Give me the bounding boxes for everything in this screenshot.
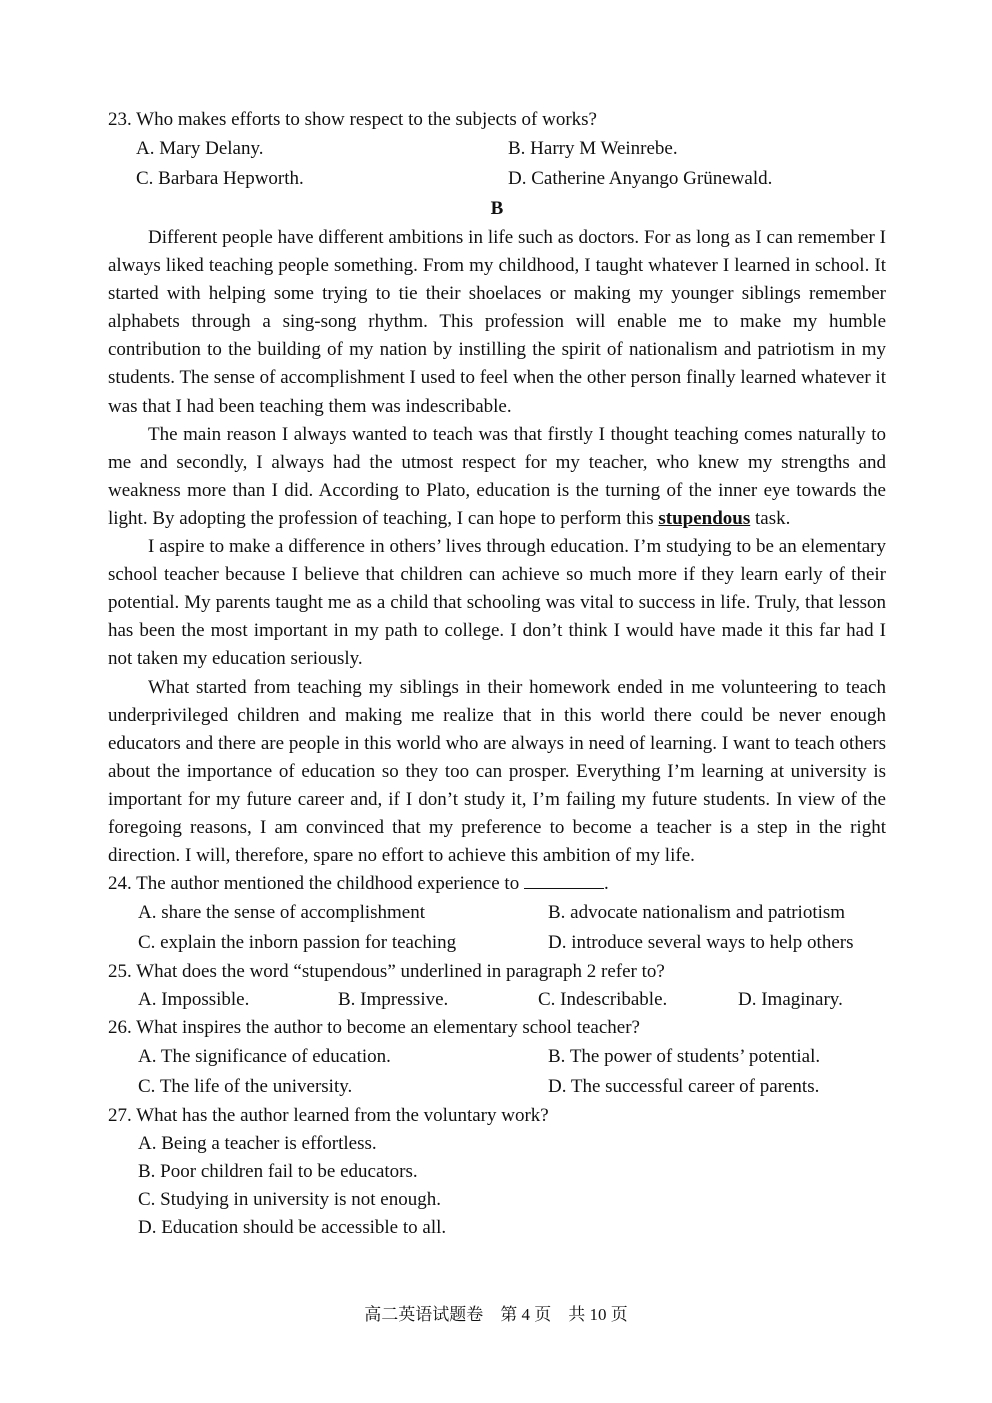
section-title: B (490, 198, 504, 219)
question-24-options-row2 (108, 928, 886, 958)
question-24-options (108, 898, 886, 928)
option-24-c: C. explain the inborn passion for teaching (138, 932, 457, 954)
option-25-b: B. Impressive. (338, 989, 449, 1011)
option-25-d: D. Imaginary. (738, 989, 843, 1011)
option-23-a: A. Mary Delany. (136, 138, 264, 159)
question-23-stem: 23. Who makes efforts to show respect to the subjects of works? (108, 109, 597, 130)
passage-paragraph-1: Different people have different ambitions in life such as doctors. For as long as I can remember I always liked teaching people something. From my childhood, I taught whatever I learned in school. It started with helping some trying to tie their shoelaces or making my younger siblings remember alphabets through a sing-song rhythm. This profession will enable me to make my humble contribution to the building of my nation by instilling the spirit of nationalism and patriotism in my students. The sense of accomplishment I used to feel when the other person finally learned whatever it was that I had been teaching them was indescribable. (108, 227, 886, 417)
option-23-b: B. Harry M Weinrebe. (508, 138, 678, 159)
question-24-period: . (603, 873, 609, 895)
option-23-c: C. Barbara Hepworth. (136, 168, 304, 189)
option-26-b: B. The power of students’ potential. (548, 1046, 821, 1068)
question-24-stem (108, 870, 886, 898)
question-25-stem: 25. What does the word “stupendous” underlined in paragraph 2 refer to? (108, 961, 665, 983)
option-26-d: D. The successful career of parents. (548, 1076, 820, 1098)
question-26-options-row2 (108, 1072, 886, 1102)
option-25-a: A. Impossible. (138, 989, 250, 1011)
option-27-d: D. Education should be accessible to all. (138, 1217, 447, 1239)
option-27-b: B. Poor children fail to be educators. (138, 1161, 418, 1183)
option-23-d: D. Catherine Anyango Grünewald. (508, 168, 773, 189)
option-27-a: A. Being a teacher is effortless. (138, 1133, 377, 1155)
option-24-d: D. introduce several ways to help others (548, 932, 854, 954)
passage-paragraph-4: What started from teaching my siblings in their homework ended in me volunteering to teach underprivileged children and making me realize that in this world there could be never enough educators and there are people in this world who are always in need of learning. I want to teach others about the importance of education so they too can prosper. Everything I’m learning at university is important for my future career and, if I don’t study it, I’m failing my future students. In view of the foregoing reasons, I am convinced that my preference to become a teacher is a step in the right direction. I will, therefore, spare no effort to achieve this ambition of my life. (108, 676, 886, 867)
question-26-stem: 26. What inspires the author to become an elementary school teacher? (108, 1017, 640, 1039)
answer-blank (524, 872, 604, 889)
option-26-c: C. The life of the university. (138, 1076, 353, 1098)
question-24-text: 24. The author mentioned the childhood experience to (108, 873, 520, 895)
question-26-options (108, 1042, 886, 1072)
option-25-c: C. Indescribable. (538, 989, 668, 1011)
page-content (108, 106, 886, 1242)
paragraph-2-text-start: The main reason I always wanted to teach was that firstly I thought teaching comes naturally to me and secondly, I always had the utmost respect for my teacher, who knew my strengths and weakness more than I did. According to Plato, education is the turning of the inner eye towards the light. By adopting the profession of teaching, I can hope to perform this (108, 423, 886, 529)
passage-paragraph-2 (108, 421, 886, 533)
question-23-options (108, 134, 886, 164)
option-24-a: A. share the sense of accomplishment (138, 902, 426, 924)
paragraph-2-text-end: task. (750, 507, 791, 529)
option-26-a: A. The significance of education. (138, 1046, 391, 1068)
page-footer: 高二英语试题卷 第 4 页 共 10 页 (364, 1305, 628, 1324)
option-24-b: B. advocate nationalism and patriotism (548, 902, 846, 924)
question-27-options (108, 1130, 886, 1242)
option-27-c: C. Studying in university is not enough. (138, 1189, 441, 1211)
question-25-options (108, 986, 886, 1014)
question-23-options-row2 (108, 164, 886, 194)
question-27-stem: 27. What has the author learned from the voluntary work? (108, 1105, 549, 1127)
passage-paragraph-3: I aspire to make a difference in others’ lives through education. I’m studying to be an elementary school teacher because I believe that children can achieve so much more if they learn early of their potential. My parents taught me as a child that schooling was vital to success in life. Truly, that lesson has been the most important in my path to college. I don’t think I would have made it this far had I not taken my education seriously. (108, 536, 886, 670)
underlined-word: stupendous (658, 507, 751, 529)
